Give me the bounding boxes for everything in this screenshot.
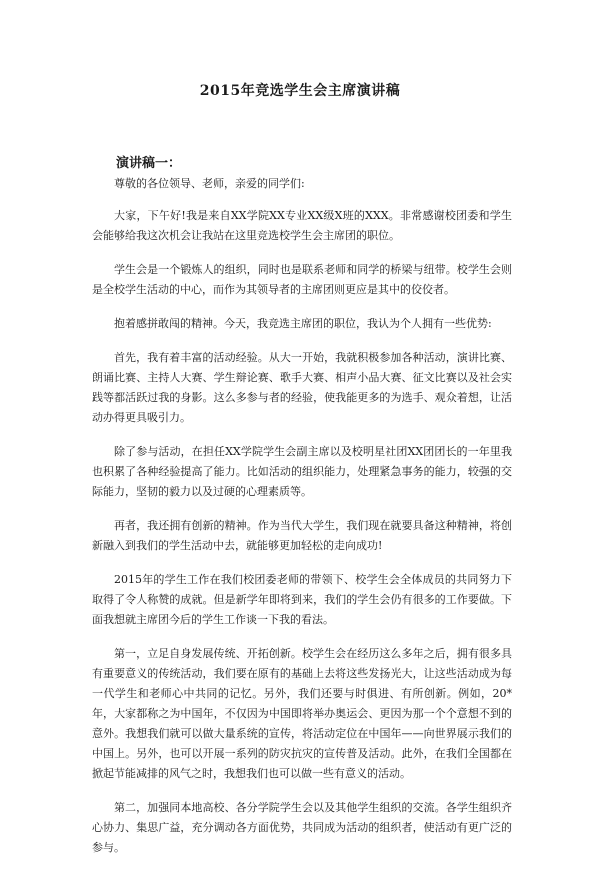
paragraph: 首先，我有着丰富的活动经验。从大一开始，我就积极参加各种活动，演讲比赛、朗诵比赛、主持人大赛、学生辩论赛、歌手大赛、相声小品大赛、征文比赛以及社会实践等都活跃过我的身影。这么多参与者的经验，使我能更多的为选手、观众着想，让活动办得更具吸引力。 — [92, 351, 512, 424]
paragraph: 第一，立足自身发展传统、开拓创新。校学生会在经历这么多年之后，拥有很多具有重要意义的传统活动，我们要在原有的基础上去将这些发扬光大，让这些活动成为每一代学生和老师心中共同的记忆。另外，我们还要与时俱进、有所创新。例如，20*年，大家都称之为中国年，不仅因为中国即将举办奥运会、更因为那一个个意想不到的意外。我想我们就可以做大量系统的宣传，将活动定位在中国年——向世界展示我们的中国上。另外，也可以开展一系列的防灾抗灾的宣传普及活动。此外，在我们全国都在掀起节能减排的风气之时，我想我们也可以做一些有意义的活动。 — [92, 647, 512, 780]
paragraph: 2015年的学生工作在我们校团委老师的带领下、校学生会全体成员的共同努力下取得了令人称赞的成就。但是新学年即将到来，我们的学生会仍有很多的工作要做。下面我想就主席团今后的学生工作谈一下我的看法。 — [92, 573, 512, 626]
paragraph: 大家，下午好!我是来自XX学院XX专业XX级X班的XXX。非常感谢校团委和学生会能够给我这次机会让我站在这里竞选校学生会主席团的职位。 — [92, 209, 512, 242]
paragraph: 再者，我还拥有创新的精神。作为当代大学生，我们现在就要具备这种精神，将创新融入到我们的学生活动中去，就能够更加轻松的走向成功! — [92, 519, 512, 552]
paragraph: 第二，加强同本地高校、各分学院学生会以及其他学生组织的交流。各学生组织齐心协力、集思广益，充分调动各方面优势，共同成为活动的组织者，使活动有更广泛的参与。 — [92, 801, 512, 854]
paragraph-salutation: 尊敬的各位领导、老师，亲爱的同学们: — [114, 177, 305, 190]
section-heading: 演讲稿一： — [116, 156, 182, 171]
paragraph: 抱着感拼敢闯的精神。今天，我竞选主席团的职位，我认为个人拥有一些优势: — [114, 317, 492, 330]
document-body — [92, 174, 512, 872]
paragraph: 学生会是一个锻炼人的组织，同时也是联系老师和同学的桥梁与纽带。校学生会则是全校学生活动的中心，而作为其领导者的主席团则更应是其中的佼佼者。 — [92, 263, 512, 296]
page-title: 2015年竞选学生会主席演讲稿 — [199, 83, 401, 99]
paragraph: 除了参与活动，在担任XX学院学生会副主席以及校明星社团XX团团长的一年里我也积累了各种经验提高了能力。比如活动的组织能力，处理紧急事务的能力，较强的交际能力，坚韧的毅力以及过硬的心理素质等。 — [92, 445, 512, 498]
